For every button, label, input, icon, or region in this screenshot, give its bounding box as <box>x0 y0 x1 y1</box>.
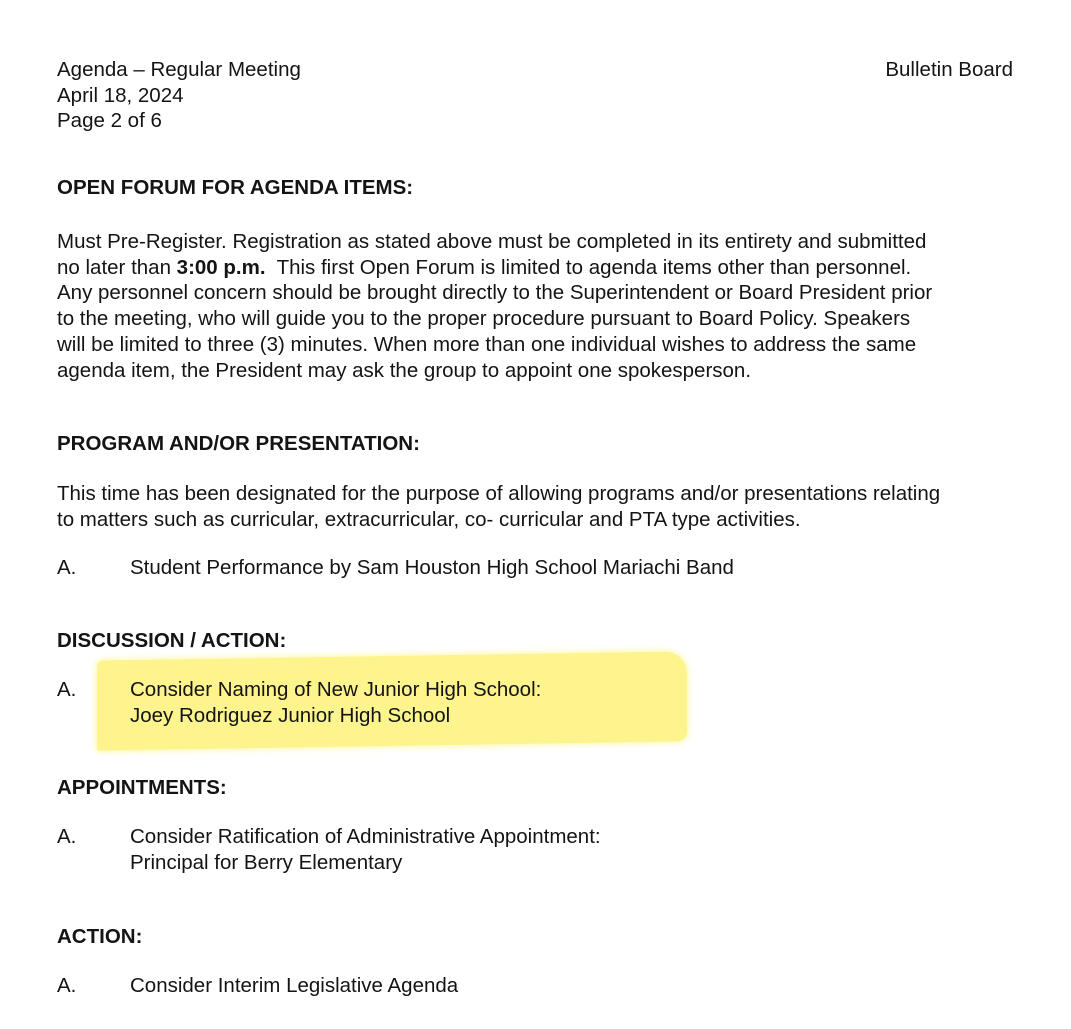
discussion-heading: DISCUSSION / ACTION: <box>57 629 287 652</box>
bulletin-board-label: Bulletin Board <box>885 58 1013 81</box>
appointments-heading: APPOINTMENTS: <box>57 776 227 799</box>
open-forum-heading: OPEN FORUM FOR AGENDA ITEMS: <box>57 176 414 199</box>
open-forum-line: Any personnel concern should be brought directly to the Superintendent or Board President prior <box>57 281 933 305</box>
meeting-date: April 18, 2024 <box>57 83 184 107</box>
open-forum-paragraph <box>57 229 1017 383</box>
item-letter: A. <box>57 825 77 848</box>
open-forum-line: Must Pre-Register. Registration as stated above must be completed in its entirety and submitted <box>57 230 927 253</box>
action-heading: ACTION: <box>57 925 143 948</box>
open-forum-line: no later than 3:00 p.m. This first Open Forum is limited to agenda items other than personnel. <box>57 255 912 279</box>
agenda-title: Agenda – Regular Meeting <box>57 58 301 81</box>
page-header-left <box>57 57 301 134</box>
item-text: Consider Ratification of Administrative Appointment: Principal for Berry Elementary <box>130 825 601 874</box>
program-line: to matters such as curricular, extracurricular, co- curricular and PTA type activities. <box>57 507 801 531</box>
page-number: Page 2 of 6 <box>57 109 162 133</box>
item-text: Consider Interim Legislative Agenda <box>130 974 459 997</box>
open-forum-line: will be limited to three (3) minutes. When more than one individual wishes to address the same <box>57 332 917 356</box>
item-letter: A. <box>57 974 77 997</box>
program-line: This time has been designated for the purpose of allowing programs and/or presentations relating <box>57 482 941 505</box>
open-forum-line: to the meeting, who will guide you to the proper procedure pursuant to Board Policy. Speakers <box>57 307 911 331</box>
program-heading: PROGRAM AND/OR PRESENTATION: <box>57 432 420 455</box>
item-letter: A. <box>57 678 77 701</box>
item-text: Consider Naming of New Junior High School: Joey Rodriguez Junior High School <box>130 678 542 727</box>
open-forum-line: agenda item, the President may ask the group to appoint one spokesperson. <box>57 358 752 382</box>
deadline-time: 3:00 p.m. <box>176 255 266 279</box>
item-letter: A. <box>57 556 77 579</box>
program-paragraph <box>57 481 1017 532</box>
item-text: Student Performance by Sam Houston High School Mariachi Band <box>130 556 734 579</box>
